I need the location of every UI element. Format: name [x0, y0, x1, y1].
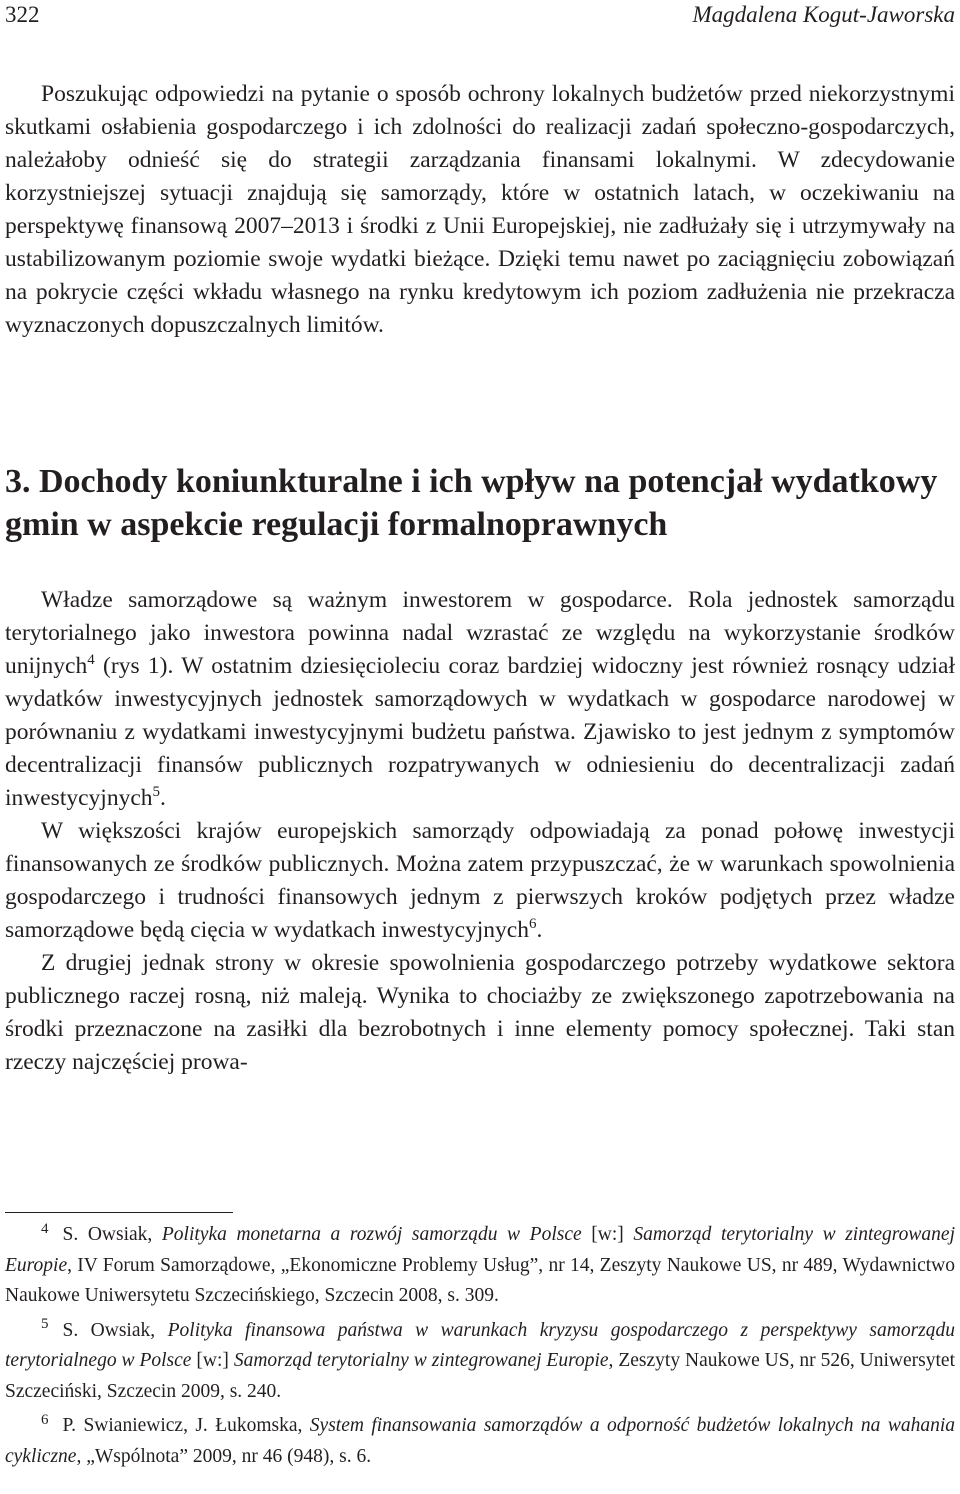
- section-body: [5, 584, 955, 1079]
- intro-paragraph: Poszukując odpowiedzi na pytanie o sposób ochrony lokalnych budżetów przed niekorzystnymi skutkami osłabienia gospodarczego i ich zdolności do realizacji zadań społeczno-gospodarczych, należałoby odnieść się do strategii zarządzania finansami lokalnymi. W zdecydowanie korzystniejszej sytuacji znajdują się samorządy, które w ostatnich latach, w oczekiwaniu na perspektywę finansową 2007–2013 i środki z Unii Europejskiej, nie zadłużały się i utrzymywały na ustabilizowanym poziomie swoje wydatki bieżące. Dzięki temu nawet po zaciągnięciu zobowiązań na pokrycie części wkładu własnego na rynku kredytowym ich poziom zadłużenia nie przekracza wyznaczonych dopuszczalnych limitów.: [5, 81, 955, 338]
- footnote-5: $^5$ S. Owsiak, Polityka finansowa państwa w warunkach kryzysu gospodarczego z perspektywy samorządu terytorialnego w Polsce [w:] Samorząd terytorialny w zintegrowanej Europie, Zeszyty Naukowe US, nr 526, Uniwersytet Szczeciński, Szczecin 2009, s. 240.: [5, 1316, 956, 1402]
- section-paragraph-3: Z drugiej jednak strony w okresie spowolnienia gospodarczego potrzeby wydatkowe sektora publicznego raczej rosną, niż maleją. Wynika to chociażby ze zwiększonego zapotrzebowania na środki przeznaczone na zasiłki dla bezrobotnych i inne elementy pomocy społecznej. Taki stan rzeczy najczęściej prowa-: [5, 950, 955, 1075]
- footnote-ref-4[interactable]: 4: [87, 652, 95, 669]
- footnote-ref-5[interactable]: 5: [152, 784, 160, 801]
- footnote-6: $^6$ P. Swianiewicz, J. Łukomska, System finansowania samorządów a odporność budżetów lokalnych na wahania cykliczne, „Wspólnota” 2009, nr 46 (948), s. 6.: [5, 1411, 955, 1467]
- section-heading: 3. Dochody koniunkturalne i ich wpływ na potencjał wydatkowy gmin w aspekcie regulacji formalnoprawnych: [5, 463, 938, 543]
- intro-text: [5, 78, 955, 342]
- running-header: [5, 0, 955, 30]
- footnote-ref-6[interactable]: 6: [528, 916, 537, 933]
- running-author: Magdalena Kogut-Jaworska: [692, 2, 955, 27]
- footnote-marker: 6: [41, 1411, 49, 1428]
- footnote-divider: [5, 1212, 233, 1213]
- section-paragraph-2: W większości krajów europejskich samorządy odpowiadają za ponad połowę inwestycji finansowanych ze środków publicznych. Można zatem przypuszczać, że w warunkach spowolnienia gospodarczego i trudności finansowych jednym z pierwszych kroków podjętych przez władze samorządowe będą cięcia w wydatkach inwestycyjnych$^6$.: [5, 818, 955, 943]
- footnote-marker: 5: [41, 1316, 49, 1332]
- footnotes: [5, 1220, 955, 1476]
- footnote-4: $^4$ S. Owsiak, Polityka monetarna a rozwój samorządu w Polsce [w:] Samorząd terytorialny w zintegrowanej Europie, IV Forum Samorządowe, „Ekonomiczne Problemy Usług”, nr 14, Zeszyty Naukowe US, nr 489, Wydawnictwo Naukowe Uniwersytetu Szczecińskiego, Szczecin 2008, s. 309.: [5, 1220, 955, 1306]
- page-number: 322: [5, 2, 40, 27]
- section-paragraph-1: Władze samorządowe są ważnym inwestorem w gospodarce. Rola jednostek samorządu terytorialnego jako inwestora powinna nadal wzrastać ze względu na wykorzystanie środków unijnych$^4$ (rys 1). W ostatnim dziesięcioleciu coraz bardziej widoczny jest również rosnący udział wydatków inwestycyjnych jednostek samorządowych w wydatkach w gospodarce narodowej w porównaniu z wydatkami inwestycyjnymi budżetu państwa. Zjawisko to jest jednym z symptomów decentralizacji finansów publicznych rozpatrywanych w odniesieniu do decentralizacji zadań inwestycyjnych$^5$.: [5, 587, 955, 811]
- footnote-marker: 4: [41, 1220, 49, 1237]
